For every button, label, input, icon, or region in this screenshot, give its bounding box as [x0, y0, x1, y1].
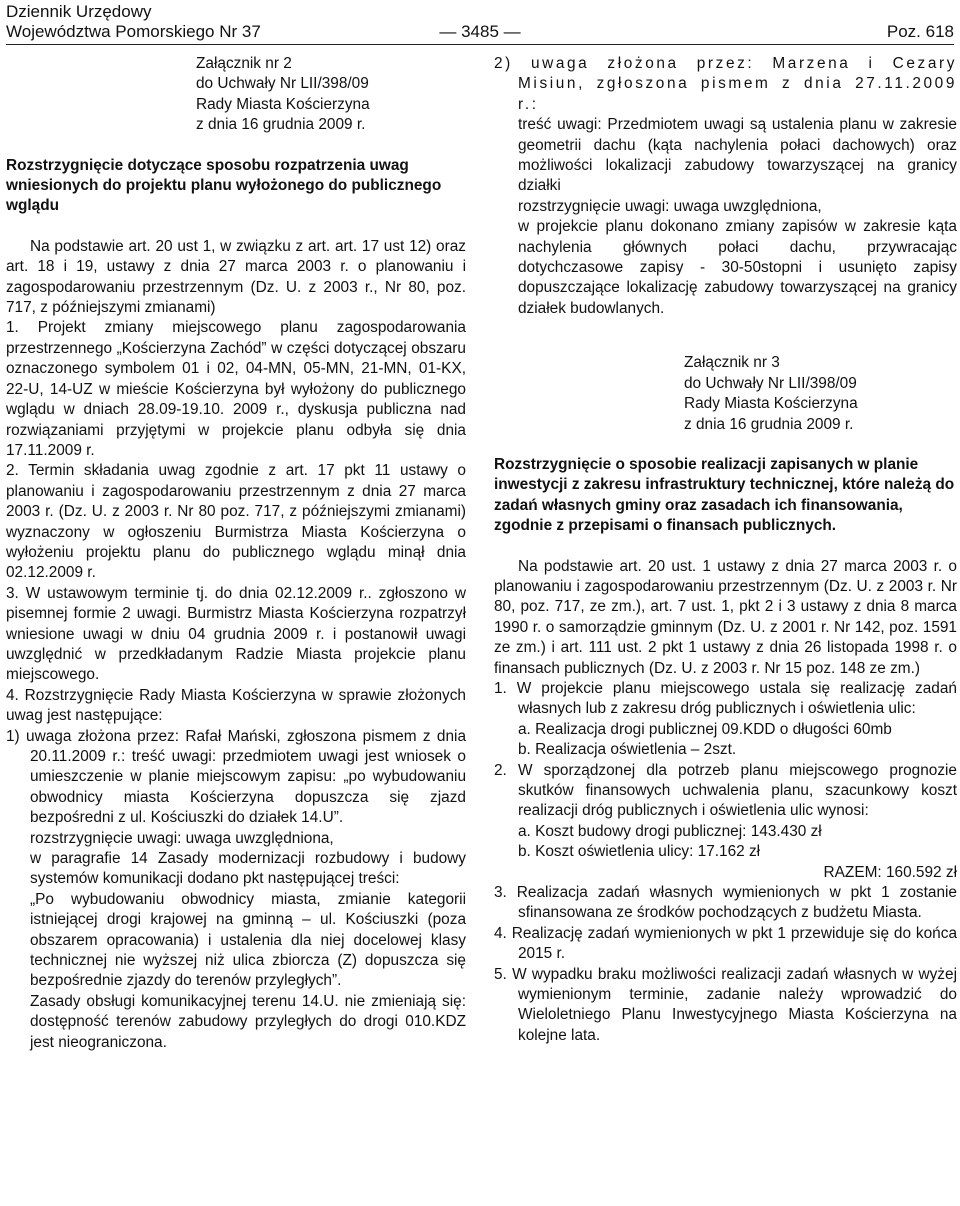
right-column: [494, 54, 957, 1046]
paragraph-2b: b. Koszt oświetlenia ulicy: 17.162 zł: [518, 843, 761, 861]
attachment-line: do Uchwały Nr LII/398/09: [196, 75, 369, 93]
objection-1-quote-cont: Zasady obsługi komunikacyjnej terenu 14.U. nie zmieniają się: dostępność terenów zabudowy przyległych do drogi 010.KDZ jest nieograniczona.: [30, 992, 466, 1051]
paragraph-2a: a. Koszt budowy drogi publicznej: 143.430 zł: [518, 822, 822, 840]
cost-total: RAZEM: 160.592 zł: [823, 863, 957, 881]
section-title: Rozstrzygnięcie dotyczące sposobu rozpatrzenia uwag wniesionych do projektu planu wyłożonego do publicznego wglądu: [6, 156, 442, 215]
legal-basis: Na podstawie art. 20 ust. 1 ustawy z dnia 27 marca 2003 r. o planowaniu i zagospodarowaniu przestrzennym (Dz. U. z 2003 r. Nr 80, poz. 717, ze zm.), art. 7 ust. 1, pkt 2 i 3 ustawy z dnia 8 marca 1990 r. o samorządzie gminnym (Dz. U. z 2001 r. Nr 142, poz. 1591 ze zm.) i art. 111 ust. 2 pkt 1 ustawy z dnia 26 listopada 1998 r. o finansach publicznych (Dz. U. z 2003 r. Nr 15 poz. 148 ze zm.): [494, 557, 957, 677]
journal-name: Dziennik Urzędowy: [6, 2, 152, 21]
objection-2-body: treść uwagi: Przedmiotem uwagi są ustalenia planu w zakresie geometrii dachu (kąta nachylenia połaci dachowych) oraz możliwości lokalizacji zabudowy towarzyszącej na granicy działki: [518, 116, 957, 195]
paragraph-1a: a. Realizacja drogi publicznej 09.KDD o długości 60mb: [518, 720, 892, 738]
attachment-line: z dnia 16 grudnia 2009 r.: [684, 415, 854, 433]
paragraph-4: 4. Realizację zadań wymienionych w pkt 1 przewiduje się do końca 2015 r.: [494, 924, 957, 963]
objection-1-quote: „Po wybudowaniu obwodnicy miasta, zmianie kategorii istniejącej drogi krajowej na gminną – ul. Kościuszki (poza obszarem opracowania) i ustalenia dla niej docelowej klasy technicznej nie wyższej niż ulica zbiorcza (Z) dopuszcza się bezpośrednie zjazdy do terenów przyległych”.: [30, 890, 466, 990]
legal-basis: Na podstawie art. 20 ust 1, w związku z art. art. 17 ust 12) oraz art. 18 i 19, ustawy z dnia 27 marca 2003 r. o planowaniu i zagospodarowaniu przestrzennym (Dz. U. z 2003 r., Nr 80, poz. 717, z późniejszymi zmianami): [6, 237, 466, 317]
paragraph-1: 1. Projekt zmiany miejscowego planu zagospodarowania przestrzennego „Kościerzyna Zachód” w części dotyczącej obszaru oznaczonego symbolem 01 i 02, 04-MN, 05-MN, 21-MN, 01-KX, 22-U, 14-UZ w mieście Kościerzyna był wyłożony do publicznego wglądu w dniach 28.09-19.10. 2009 r., dyskusja publiczna nad rozwiązaniami przyjętymi w projekcie planu odbyła się dnia 17.11.2009 r.: [6, 319, 466, 459]
header-rule: [6, 44, 954, 45]
objection-1-decision: rozstrzygnięcie uwagi: uwaga uwzględniona,: [30, 829, 334, 847]
left-column: [6, 54, 466, 1053]
paragraph-1b: b. Realizacja oświetlenia – 2szt.: [518, 741, 737, 759]
attachment-line: do Uchwały Nr LII/398/09: [684, 374, 857, 392]
paragraph-2: 2. W sporządzonej dla potrzeb planu miejscowego prognozie skutków finansowych uchwalenia planu, szacunkowy koszt realizacji dróg publicznych i oświetlenia ulic wynosi:: [494, 761, 957, 820]
position-number: Poz. 618: [886, 22, 954, 41]
section-title: Rozstrzygnięcie o sposobie realizacji zapisanych w planie inwestycji z zakresu infrastruktury technicznej, które należą do zadań własnych gminy oraz zasadach ich finansowania, zgodnie z przepisami o finansach publicznych.: [494, 455, 955, 535]
attachment-3-header: [684, 353, 957, 435]
objection-1: 1) uwaga złożona przez: Rafał Mański, zgłoszona pismem z dnia 20.11.2009 r.: treść uwagi: przedmiotem uwagi jest wniosek o umieszczenie w planie miejscowym zapisu: „po wybudowaniu obwodnicy miasta Kościerzyna dopuszcza się zjazd bezpośredni z ul. Kościuszki do działek 14.U”.: [6, 727, 466, 827]
objection-2-decision: rozstrzygnięcie uwagi: uwaga uwzględniona,: [518, 197, 822, 215]
objection-1-change: w paragrafie 14 Zasady modernizacji rozbudowy i budowy systemów komunikacji dodano pkt następującej treści:: [30, 850, 466, 888]
paragraph-3: 3. Realizacja zadań własnych wymienionych w pkt 1 zostanie sfinansowana ze środków pochodzących z budżetu Miasta.: [494, 884, 957, 922]
paragraph-3: 3. W ustawowym terminie tj. do dnia 02.12.2009 r.. zgłoszono w pisemnej formie 2 uwagi. Burmistrz Miasta Kościerzyna rozpatrzył wniesione uwagi w dniu 04 grudnia 2009 r. i postanowił uwagi uwzględnić w przedkładanym Radzie Miasta projekcie planu miejscowego.: [6, 584, 466, 684]
page-number: — 3485 —: [439, 22, 521, 41]
objection-2-change: w projekcie planu dokonano zmiany zapisów w zakresie kąta nachylenia głównych połaci dachu, przywracając dotychczasowe zapisy - 30-50stopni i usunięto zapisy dopuszczające lokalizację zabudowy towarzyszącej na granicy działek budowlanych.: [518, 218, 957, 317]
attachment-line: Rady Miasta Kościerzyna: [684, 395, 858, 413]
paragraph-5: 5. W wypadku braku możliwości realizacji zadań własnych w wyżej wymienionym terminie, zadanie należy wprowadzić do Wieloletniego Planu Inwestycyjnego Miasta Kościerzyna na kolejne lata.: [494, 965, 957, 1044]
page-header: [6, 2, 954, 44]
attachment-line: z dnia 16 grudnia 2009 r.: [196, 116, 366, 134]
journal-region: Województwa Pomorskiego Nr 37: [6, 22, 261, 41]
paragraph-2: 2. Termin składania uwag zgodnie z art. 17 pkt 11 ustawy o planowaniu i zagospodarowaniu przestrzennym z dnia 27 marca 2003 r. (Dz. U. z 2003 r. Nr 80 poz. 717, z późniejszymi zmianami) wyznaczony w ogłoszeniu Burmistrza Miasta Kościerzyna o wyłożeniu projektu planu do publicznego wglądu minął dnia 02.12.2009 r.: [6, 462, 466, 582]
paragraph-4: 4. Rozstrzygnięcie Rady Miasta Kościerzyna w sprawie złożonych uwag jest następujące:: [6, 686, 466, 725]
objection-2-head: 2) uwaga złożona przez: Marzena i Cezary Misiun, zgłoszona pismem z dnia 27.11.2009 r.:: [494, 55, 957, 113]
attachment-2-header: [196, 54, 466, 136]
paragraph-1: 1. W projekcie planu miejscowego ustala się realizację zadań własnych lub z zakresu dróg publicznych i oświetlenia ulic:: [494, 679, 957, 718]
attachment-line: Załącznik nr 2: [196, 55, 292, 72]
attachment-line: Rady Miasta Kościerzyna: [196, 95, 370, 113]
attachment-line: Załącznik nr 3: [684, 354, 780, 372]
